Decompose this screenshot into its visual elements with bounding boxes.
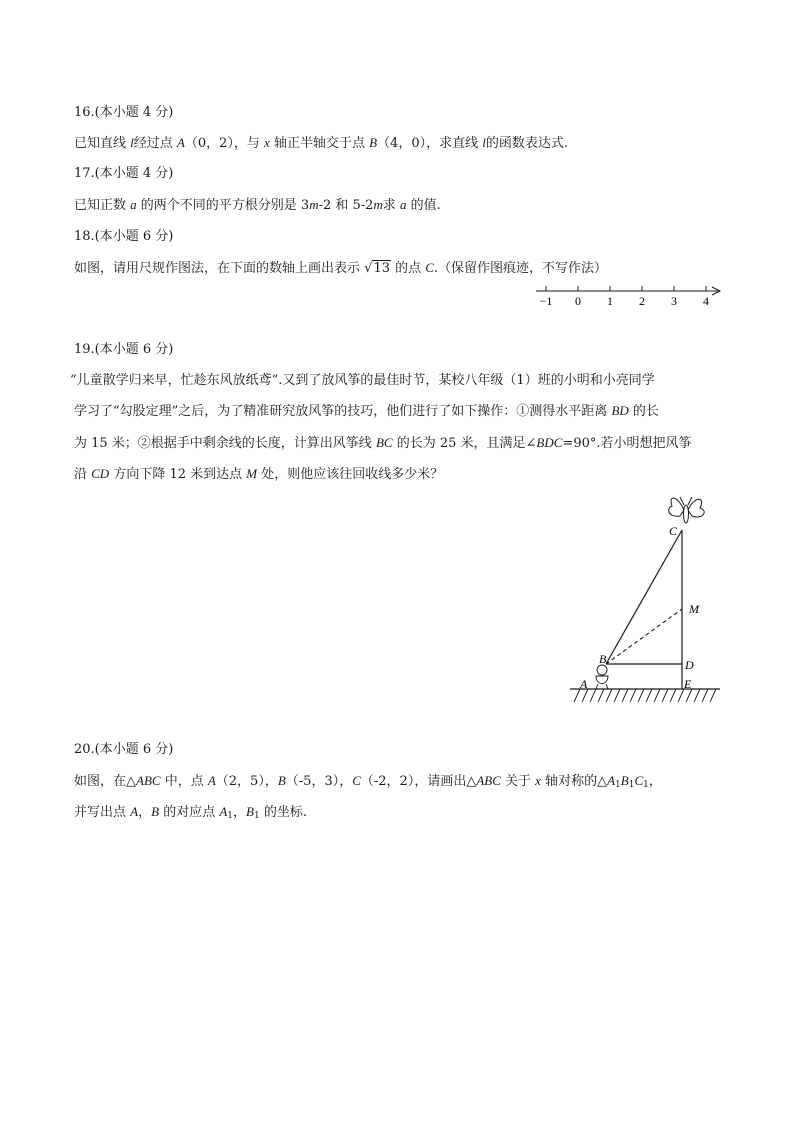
label-d: D [685,658,694,672]
label-b: B [599,652,607,666]
number-line-ticks [546,286,706,291]
q19-line-3: 为 15 米；②根据手中剩余线的长度，计算出风筝线 BC 的长为 25 米，且满足∠BDC=90°.若小明想把风筝 [74,435,692,451]
q19-header: 19.(本小题 6 分) [74,342,174,357]
label-e: E [684,677,692,691]
q19-line-1: “儿童散学归来早，忙趁东风放纸鸢”.又到了放风筝的最佳时节，某校八年级（1）班的小明和小亮同学 [70,373,655,388]
kite-figure [560,488,730,710]
tick-label: 0 [575,294,581,308]
butterfly-kite-icon [669,497,704,523]
q19-line-4: 沿 CD 方向下降 12 米到达点 M 处，则他应该往回收线多少米？ [74,466,444,482]
segment-bm [606,609,682,664]
label-c: C [669,524,678,538]
tick-label: −1 [539,294,553,308]
sqrt-13: √13 [364,261,390,276]
q18-header: 18.(本小题 6 分) [74,229,174,244]
q19-line-2: 学习了“勾股定理”之后，为了精准研究放风筝的技巧，他们进行了如下操作：①测得水平距离 BD 的长 [74,403,659,419]
person-icon [596,665,608,689]
tick-label: 2 [639,294,645,308]
number-line [528,280,728,310]
q16-header: 16.(本小题 4 分) [74,105,174,120]
q16-text: 已知直线 l经过点 A（0，2），与 x 轴正半轴交于点 B（4，0），求直线 l的函数表达式. [74,135,568,151]
tick-label: 4 [703,294,709,308]
tick-label: 3 [671,294,677,308]
ground-hatching [574,689,716,702]
q20-line-1: 如图，在△ABC 中，点 A（2，5），B（-5，3），C（-2，2），请画出△ABC 关于 x 轴对称的$\triangle A_1B_1C_1$， [74,773,662,790]
label-a: A [580,677,588,691]
segment-bc [606,530,682,664]
q20-line-2: 并写出点 A，B 的对应点 $A_1$，$B_1$ 的坐标. [74,804,307,821]
q20-header: 20.(本小题 6 分) [74,742,174,757]
q17-header: 17.(本小题 4 分) [74,166,174,181]
label-m: M [689,602,699,616]
tick-label: 1 [607,294,613,308]
q17-text: 已知正数 a 的两个不同的平方根分别是 3m-2 和 5-2m求 a 的值. [74,197,441,213]
q18-text: 如图，请用尺规作图法，在下面的数轴上画出表示 √13 的点 C.（保留作图痕迹，不写作法） [74,260,608,276]
